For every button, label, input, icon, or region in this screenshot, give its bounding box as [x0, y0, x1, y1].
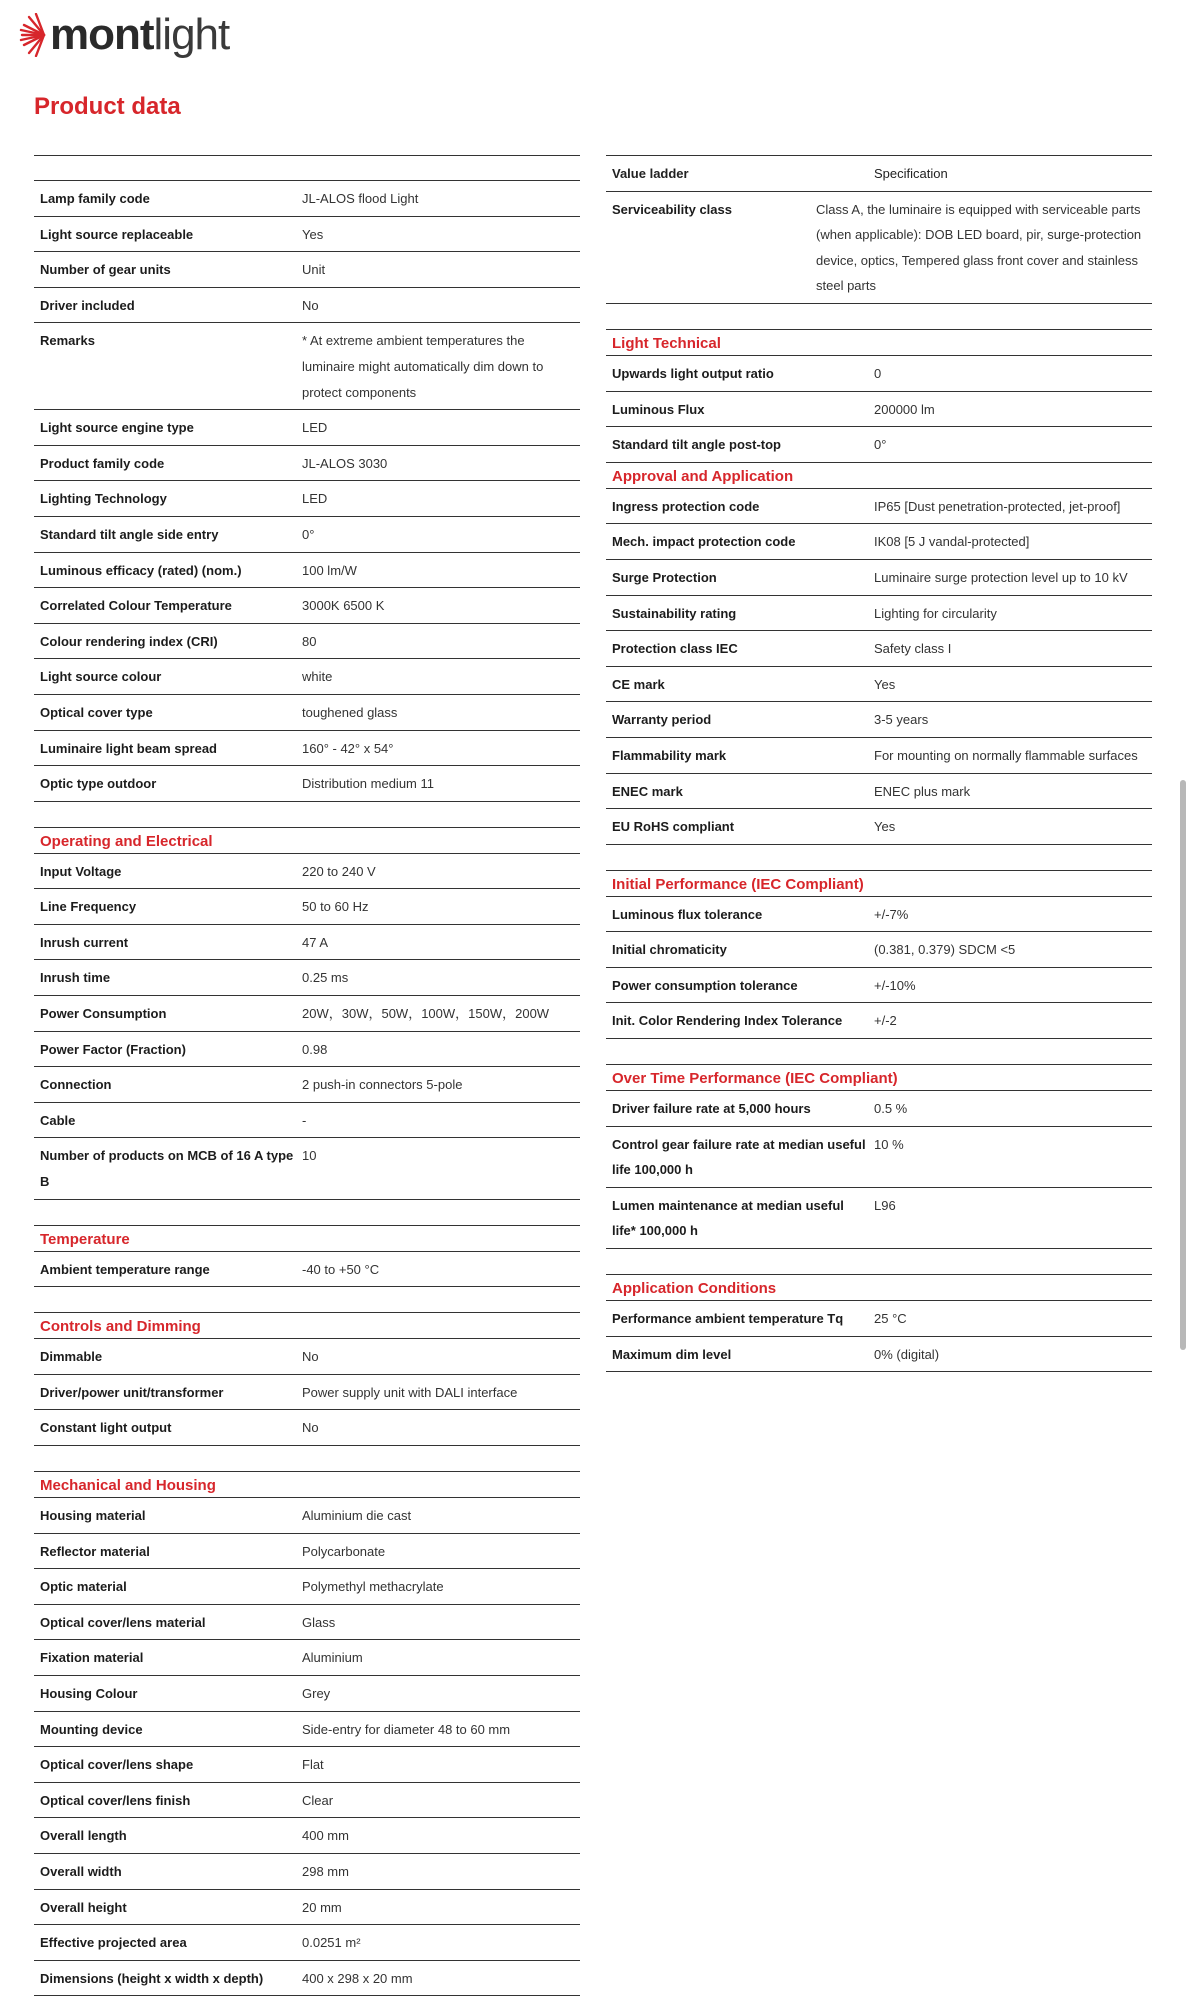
- row-label: Line Frequency: [40, 899, 137, 915]
- table-row: [606, 596, 1152, 632]
- table-row: [34, 1640, 580, 1676]
- row-label: Sustainability rating: [612, 605, 737, 621]
- row-value: Side-entry for diameter 48 to 60 mm: [302, 1721, 511, 1737]
- row-value: 10 %: [874, 1136, 904, 1152]
- section-spacer: [606, 1249, 1152, 1275]
- table-top-rule: [34, 155, 580, 181]
- row-label: Lighting Technology: [40, 491, 167, 507]
- row-label: Input Voltage: [40, 863, 122, 879]
- row-value: For mounting on normally flammable surfaces: [874, 747, 1138, 763]
- section-title-mechanical: Mechanical and Housing: [34, 1472, 580, 1498]
- row-value: 0: [874, 365, 882, 381]
- row-value: Safety class I: [874, 641, 952, 657]
- table-row: [606, 356, 1152, 392]
- row-value: Aluminium: [302, 1650, 363, 1666]
- row-label: ENEC mark: [612, 783, 683, 799]
- row-value: 0.0251 m²: [302, 1935, 361, 1951]
- table-row: [34, 1339, 580, 1375]
- row-value: Flat: [302, 1757, 324, 1773]
- table-row: [34, 996, 580, 1032]
- section-title-light: Light Technical: [606, 330, 1152, 356]
- table-row: [606, 1188, 1152, 1249]
- row-label: Overall width: [40, 1863, 122, 1879]
- row-value: 10: [302, 1148, 317, 1164]
- left-column: [34, 155, 580, 1996]
- row-value: Power supply unit with DALI interface: [302, 1384, 518, 1400]
- row-value: 0% (digital): [874, 1346, 940, 1362]
- row-label: Number of gear units: [40, 262, 171, 278]
- right-column: [606, 155, 1152, 1372]
- row-label: Number of products on MCB of 16 A type B: [40, 1148, 294, 1190]
- row-label: Overall height: [40, 1899, 127, 1915]
- brand-logo: [18, 10, 229, 60]
- row-value: +/-2: [874, 1013, 897, 1029]
- table-row: [606, 1091, 1152, 1127]
- row-value: LED: [302, 491, 328, 507]
- table-row: [34, 854, 580, 890]
- table-row: [34, 410, 580, 446]
- row-label: EU RoHS compliant: [612, 819, 735, 835]
- row-value: ENEC plus mark: [874, 783, 971, 799]
- table-row: [606, 489, 1152, 525]
- row-value: No: [302, 297, 319, 313]
- row-value: JL-ALOS flood Light: [302, 191, 419, 206]
- row-value: 2 push-in connectors 5-pole: [302, 1077, 463, 1093]
- row-value: IK08 [5 J vandal-protected]: [874, 534, 1030, 550]
- table-row: [606, 1301, 1152, 1337]
- section-title-operating: Operating and Electrical: [34, 828, 580, 854]
- vertical-scrollbar[interactable]: [1180, 780, 1186, 1350]
- brand-name-part1: mont: [50, 10, 154, 59]
- table-row: [606, 897, 1152, 933]
- row-label: Connection: [40, 1077, 112, 1093]
- row-label: Housing material: [40, 1508, 146, 1523]
- table-row: [606, 738, 1152, 774]
- table-row: [606, 1337, 1152, 1373]
- table-row: [606, 1127, 1152, 1188]
- controls-table: [34, 1339, 580, 1446]
- row-label: Lumen maintenance at median useful life* 100,000 h: [612, 1197, 844, 1239]
- row-label: Performance ambient temperature Tq: [612, 1311, 844, 1327]
- row-label: Constant light output: [40, 1420, 172, 1436]
- table-row: [34, 517, 580, 553]
- row-label: Cable: [40, 1112, 76, 1128]
- row-label: Reflector material: [40, 1543, 150, 1559]
- row-label: Surge Protection: [612, 569, 717, 585]
- row-value: 0°: [302, 526, 315, 542]
- row-label: Init. Color Rendering Index Tolerance: [612, 1013, 843, 1029]
- row-label: Light source colour: [40, 669, 162, 685]
- section-spacer: [34, 1446, 580, 1472]
- section-title-application: Application Conditions: [606, 1275, 1152, 1301]
- row-value: 80: [302, 633, 317, 649]
- row-label: Mounting device: [40, 1721, 143, 1737]
- row-label: Standard tilt angle side entry: [40, 526, 219, 542]
- table-row: [34, 1534, 580, 1570]
- row-value: Yes: [874, 819, 896, 835]
- row-label: Effective projected area: [40, 1935, 187, 1951]
- table-row: [34, 1605, 580, 1641]
- table-row: [34, 481, 580, 517]
- row-label: Driver failure rate at 5,000 hours: [612, 1101, 811, 1117]
- header-value: Specification: [874, 166, 948, 181]
- row-label: Dimmable: [40, 1349, 103, 1365]
- row-value: Class A, the luminaire is equipped with serviceable parts (when applicable): DOB LED board, pir, surge-protection device, optics, Tempered glass front cover and stainless steel parts: [816, 201, 1142, 294]
- application-table: [606, 1301, 1152, 1372]
- table-row: [34, 1676, 580, 1712]
- row-value: 0°: [874, 437, 887, 453]
- row-label: Light source replaceable: [40, 226, 194, 242]
- table-row: [34, 889, 580, 925]
- row-value: Aluminium die cast: [302, 1508, 412, 1523]
- row-label: Optical cover/lens finish: [40, 1792, 191, 1808]
- row-value: 220 to 240 V: [302, 863, 376, 879]
- table-row: [34, 1138, 580, 1199]
- table-row: [34, 217, 580, 253]
- light-table: [606, 356, 1152, 463]
- row-value: white: [302, 669, 333, 685]
- serviceability-row: [606, 192, 1152, 304]
- overtime-table: [606, 1091, 1152, 1249]
- row-label: Remarks: [40, 333, 95, 349]
- table-row: [34, 1410, 580, 1446]
- temperature-table: [34, 1252, 580, 1288]
- mechanical-table: [34, 1498, 580, 1996]
- row-label: Lamp family code: [40, 191, 150, 206]
- section-title-approval: Approval and Application: [606, 463, 1152, 489]
- row-label: Dimensions (height x width x depth): [40, 1970, 264, 1986]
- section-spacer: [34, 1200, 580, 1226]
- row-value: LED: [302, 420, 328, 436]
- row-label: Power Consumption: [40, 1006, 167, 1022]
- row-value: 100 lm/W: [302, 562, 357, 578]
- table-row: [34, 288, 580, 324]
- row-value: 160° - 42° x 54°: [302, 740, 394, 756]
- operating-table: [34, 854, 580, 1200]
- table-row: [34, 1890, 580, 1926]
- row-label: Driver included: [40, 297, 135, 313]
- table-row: [34, 1747, 580, 1783]
- table-row: [34, 1925, 580, 1961]
- page-title: Product data: [34, 93, 181, 120]
- table-row: [34, 659, 580, 695]
- section-title-overtime: Over Time Performance (IEC Compliant): [606, 1065, 1152, 1091]
- row-value: IP65 [Dust penetration-protected, jet-proof]: [874, 498, 1121, 514]
- table-row: [606, 392, 1152, 428]
- row-label: Flammability mark: [612, 747, 727, 763]
- row-label: Initial chromaticity: [612, 942, 727, 958]
- row-value: Polycarbonate: [302, 1543, 386, 1559]
- row-value: Unit: [302, 262, 326, 278]
- row-label: Mech. impact protection code: [612, 534, 796, 550]
- brand-name-part2: light: [153, 10, 230, 59]
- approval-table: [606, 489, 1152, 845]
- row-value: +/-10%: [874, 977, 916, 993]
- row-value: Yes: [302, 226, 324, 242]
- table-row: [34, 731, 580, 767]
- row-value: 3-5 years: [874, 712, 929, 728]
- table-row: [34, 553, 580, 589]
- row-value: +/-7%: [874, 906, 909, 922]
- row-label: Control gear failure rate at median useful life 100,000 h: [612, 1136, 866, 1178]
- table-row: [606, 427, 1152, 463]
- table-row: [34, 1252, 580, 1288]
- row-label: Luminaire light beam spread: [40, 740, 217, 756]
- row-value: Luminaire surge protection level up to 10 kV: [874, 569, 1128, 585]
- row-value: Lighting for circularity: [874, 605, 997, 621]
- row-label: Inrush current: [40, 934, 129, 950]
- row-value: -: [302, 1112, 307, 1128]
- row-label: Standard tilt angle post-top: [612, 437, 781, 453]
- table-row: [606, 968, 1152, 1004]
- section-spacer: [606, 1039, 1152, 1065]
- table-row: [34, 181, 580, 217]
- sunburst-icon: [18, 13, 46, 57]
- table-row: [606, 809, 1152, 845]
- section-title-temperature: Temperature: [34, 1226, 580, 1252]
- row-value: 0.25 ms: [302, 970, 349, 986]
- row-label: Luminous efficacy (rated) (nom.): [40, 562, 242, 578]
- row-value: 50 to 60 Hz: [302, 899, 369, 915]
- row-value: 20W，30W，50W，100W，150W，200W: [302, 1006, 550, 1022]
- table-row: [34, 1067, 580, 1103]
- row-value: 0.98: [302, 1041, 328, 1057]
- row-value: Distribution medium 11: [302, 776, 434, 792]
- row-value: JL-ALOS 3030: [302, 455, 388, 471]
- table-row: [34, 1103, 580, 1139]
- row-value: Glass: [302, 1614, 336, 1630]
- row-value: 47 A: [302, 934, 329, 950]
- row-value: Yes: [874, 676, 896, 692]
- table-row: [34, 1498, 580, 1534]
- row-value: No: [302, 1349, 319, 1365]
- table-row: [606, 560, 1152, 596]
- table-row: [34, 1961, 580, 1996]
- row-label: Protection class IEC: [612, 641, 738, 657]
- row-value: (0.381, 0.379) SDCM <5: [874, 942, 1016, 958]
- row-value: 20 mm: [302, 1899, 342, 1915]
- row-value: Polymethyl methacrylate: [302, 1579, 444, 1595]
- row-value: 298 mm: [302, 1863, 349, 1879]
- row-label: Fixation material: [40, 1650, 144, 1666]
- table-row: [34, 1783, 580, 1819]
- table-row: [34, 1375, 580, 1411]
- row-label: Ambient temperature range: [40, 1261, 210, 1277]
- table-row: [606, 702, 1152, 738]
- row-label: Maximum dim level: [612, 1346, 732, 1362]
- row-label: Serviceability class: [612, 201, 732, 217]
- row-label: Housing Colour: [40, 1685, 138, 1701]
- table-row: [606, 774, 1152, 810]
- table-row: [34, 252, 580, 288]
- table-row: [34, 1569, 580, 1605]
- section-title-controls: Controls and Dimming: [34, 1313, 580, 1339]
- table-row: [606, 932, 1152, 968]
- header-label: Value ladder: [612, 166, 689, 181]
- table-row: [34, 1854, 580, 1890]
- row-value: Grey: [302, 1685, 331, 1701]
- row-label: Light source engine type: [40, 420, 194, 436]
- row-label: Luminous flux tolerance: [612, 906, 763, 922]
- general-table: [34, 181, 580, 802]
- table-row: [606, 667, 1152, 703]
- row-value: 400 mm: [302, 1828, 349, 1844]
- initial-table: [606, 897, 1152, 1039]
- table-row: [34, 695, 580, 731]
- section-spacer: [606, 304, 1152, 330]
- table-row: [34, 960, 580, 996]
- row-value: 0.5 %: [874, 1101, 908, 1117]
- row-label: Optical cover type: [40, 704, 153, 720]
- section-spacer: [34, 802, 580, 828]
- table-row: [34, 323, 580, 410]
- row-value: 200000 lm: [874, 401, 935, 417]
- row-value: L96: [874, 1197, 896, 1213]
- section-spacer: [606, 845, 1152, 871]
- table-row: [34, 1032, 580, 1068]
- table-row: [34, 588, 580, 624]
- row-label: Colour rendering index (CRI): [40, 633, 218, 649]
- row-label: CE mark: [612, 676, 665, 692]
- table-row: [34, 925, 580, 961]
- row-value: toughened glass: [302, 704, 398, 720]
- row-label: Optic material: [40, 1579, 127, 1595]
- table-row: [34, 624, 580, 660]
- row-value: No: [302, 1420, 319, 1436]
- row-value: * At extreme ambient temperatures the luminaire might automatically dim down to protect components: [302, 333, 544, 400]
- row-value: 3000K 6500 K: [302, 598, 385, 614]
- table-row: [34, 1818, 580, 1854]
- row-label: Driver/power unit/transformer: [40, 1384, 224, 1400]
- brand-name: [50, 10, 230, 59]
- row-label: Product family code: [40, 455, 165, 471]
- table-row: [34, 766, 580, 802]
- row-label: Ingress protection code: [612, 498, 760, 514]
- row-value: Clear: [302, 1792, 334, 1808]
- row-label: Power consumption tolerance: [612, 977, 798, 993]
- row-value: 400 x 298 x 20 mm: [302, 1970, 413, 1986]
- value-ladder-header: [606, 155, 1152, 192]
- table-row: [34, 446, 580, 482]
- row-label: Optical cover/lens shape: [40, 1757, 194, 1773]
- table-row: [606, 631, 1152, 667]
- row-value: 25 °C: [874, 1311, 907, 1327]
- section-spacer: [34, 1287, 580, 1313]
- row-label: Overall length: [40, 1828, 127, 1844]
- row-label: Inrush time: [40, 970, 111, 986]
- row-label: Optic type outdoor: [40, 776, 157, 792]
- table-row: [34, 1712, 580, 1748]
- row-label: Power Factor (Fraction): [40, 1041, 186, 1057]
- section-title-initial: Initial Performance (IEC Compliant): [606, 871, 1152, 897]
- row-label: Luminous Flux: [612, 401, 705, 417]
- table-row: [606, 524, 1152, 560]
- row-label: Correlated Colour Temperature: [40, 598, 232, 614]
- row-label: Warranty period: [612, 712, 712, 728]
- row-value: -40 to +50 °C: [302, 1261, 380, 1277]
- row-label: Upwards light output ratio: [612, 365, 774, 381]
- table-row: [606, 1003, 1152, 1039]
- row-label: Optical cover/lens material: [40, 1614, 206, 1630]
